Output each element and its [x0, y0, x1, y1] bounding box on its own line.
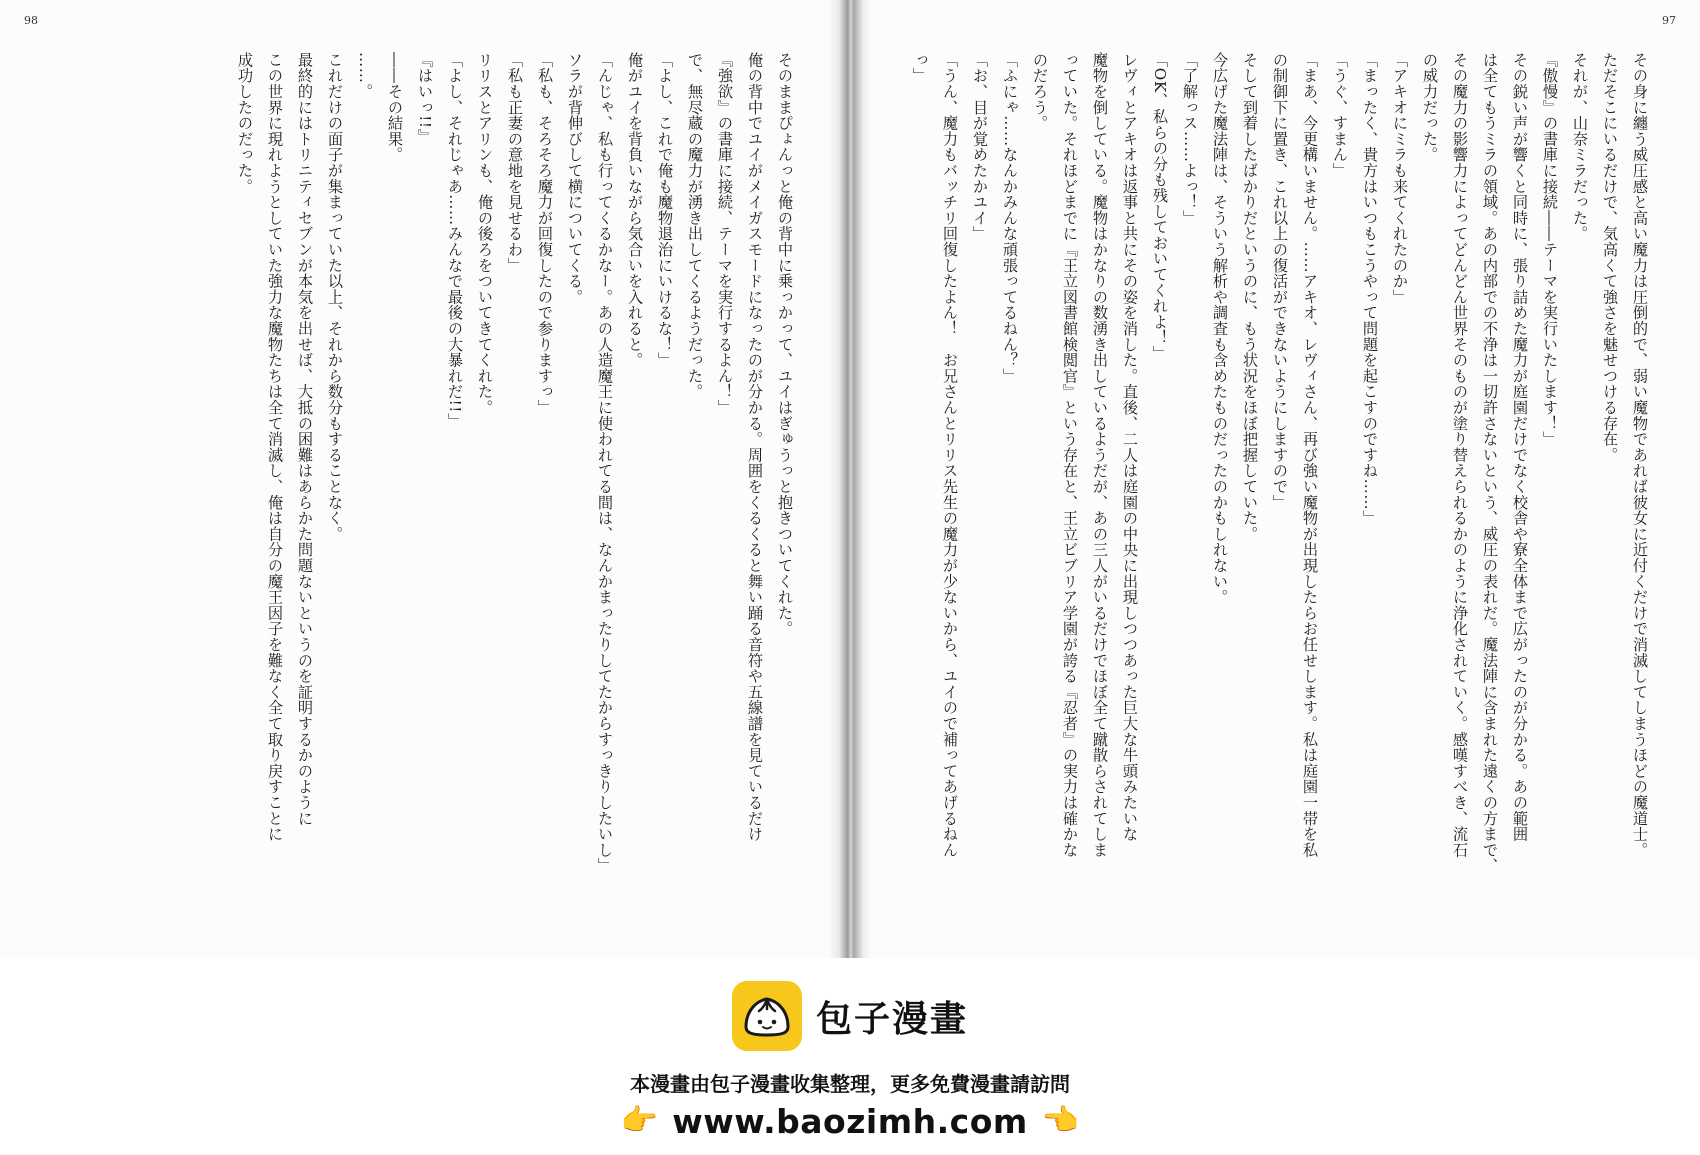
text-line: 『傲慢』の書庫に接続――テーマを実行いたします！」 — [1541, 52, 1559, 447]
text-line: 「うぐ、すまん」 — [1331, 52, 1349, 179]
page-number-right: 97 — [1662, 14, 1676, 27]
text-line: 「お、目が覚めたかユイ」 — [971, 52, 989, 242]
site-url-link[interactable]: www.baozimh.com — [672, 1101, 1028, 1141]
text-line: 今広げた魔法陣は、そういう解析や調査も含めたものだったのかもしれない。 — [1211, 52, 1229, 605]
text-line: その魔力の影響力によってどんどん世界そのものが塗り替えられるかのように浄化されていく。感嘆すべき、流石 — [1451, 52, 1469, 858]
page-number-left: 98 — [24, 14, 38, 27]
text-line: ただそこにいるだけで、気高くて強さを魅せつける存在。 — [1601, 52, 1619, 463]
text-line: そのままぴょんっと俺の背中に乗っかって、ユイはぎゅうっと抱きついてくれた。 — [776, 52, 794, 637]
text-line: 「んじゃ、私も行ってくるかなー。あの人造魔王に使われてる間は、なんかまったりしてたからすっきりしたいし」 — [596, 52, 614, 874]
text-line: その鋭い声が響くと同時に、張り詰めた魔力が庭園だけでなく校舎や寮全体まで広がったのが分かる。あの範囲 — [1511, 52, 1529, 842]
text-line: それが、山奈ミラだった。 — [1571, 52, 1589, 242]
text-line: 「ふにゃ……なんかみんな頑張ってるねん？」 — [1001, 52, 1019, 384]
text-line: この世界に現れようとしていた強力な魔物たちは全て消滅し、俺は自分の魔王因子を難なく全て取り戻すことに — [266, 52, 284, 842]
text-line: 「まったく、貴方はいつもこうやって問題を起こすのですね……」 — [1361, 52, 1379, 526]
text-line: レヴィとアキオは返事と共にその姿を消した。直後、二人は庭園の中央に出現しつつあった巨大な牛頭みたいな — [1121, 52, 1139, 842]
page-right-text — [911, 52, 1655, 912]
text-line: 俺がユイを背負いながら気合いを入れると。 — [626, 52, 644, 368]
text-line: ――その結果。 — [386, 52, 404, 163]
text-line: は全てもうミラの領域。あの内部での不浄は一切許さないという、威圧の表れだ。魔法陣に含まれた遠くの方まで、 — [1481, 52, 1499, 874]
text-line: 最終的にはトリニティセブンが本気を出せば、大抵の困難はあらかた問題ないというのを証明するかのように — [296, 52, 314, 827]
url-row[interactable] — [0, 1098, 1700, 1144]
text-line: 「私も正妻の意地を見せるわ」 — [506, 52, 524, 274]
text-line: これだけの面子が集まっていた以上、それから数分もすることなく。 — [326, 52, 344, 542]
text-line: リリスとアリンも、俺の後ろをついてきてくれた。 — [476, 52, 494, 416]
text-line: で、無尽蔵の魔力が湧き出してくるようだった。 — [686, 52, 704, 400]
text-line: のだろう。 — [1031, 52, 1049, 131]
pointing-left-icon: 👈 — [1041, 1103, 1080, 1138]
banner-caption: 本漫畫由包子漫畫收集整理，更多免費漫畫請訪問 — [630, 1072, 1070, 1096]
text-line: その身に纏う威圧感と高い魔力は圧倒的で、弱い魔物であれば彼女に近付くだけで消滅してしまうほどの魔道士。 — [1631, 52, 1649, 858]
text-line: 「OK、私らの分も残しておいてくれよ！」 — [1151, 52, 1169, 362]
logo-name: 包子漫畫 — [815, 998, 968, 1040]
text-line: っていた。それほどまでに『王立図書館検閲官』という存在と、王立ビブリア学園が誇る『忍者』の実力は確かな — [1061, 52, 1079, 858]
text-line: 「アキオにミラも来てくれたのか」 — [1391, 52, 1409, 305]
bun-icon — [732, 981, 802, 1051]
book-gutter — [828, 0, 872, 958]
pointing-right-icon: 👉 — [620, 1103, 659, 1138]
text-line: 「了解っス……よっ！」 — [1181, 52, 1199, 226]
text-line: そして到着したばかりだというのに、もう状況をほぼ把握していた。 — [1241, 52, 1259, 542]
site-banner — [0, 958, 1700, 1155]
text-line: 「まあ、今更構いません。……アキオ、レヴィさん、再び強い魔物が出現したらお任せします。私は庭園一帯を私 — [1301, 52, 1319, 858]
text-line: 「私も、そろそろ魔力が回復したので参りますっ」 — [536, 52, 554, 416]
text-line: の制御下に置き、これ以上の復活ができないようにしますので」 — [1271, 52, 1289, 511]
text-line: 「うん、魔力もバッチリ回復したよん！ お兄さんとリリス先生の魔力が少ないから、ユイので補ってあげるねん — [941, 52, 959, 858]
text-line: 俺の背中でユイがメイガスモードになったのが分かる。周囲をくるくると舞い踊る音符や五線譜を見ているだけ — [746, 52, 764, 842]
text-line: 魔物を倒している。魔物はかなりの数湧き出しているようだが、あの三人がいるだけでほぼ全て蹴散らされてしま — [1091, 52, 1109, 858]
logo-row[interactable] — [0, 980, 1700, 1052]
text-line: 「よし、これで俺も魔物退治にいけるな！」 — [656, 52, 674, 368]
text-line: 『はいっ!!』 — [416, 52, 434, 145]
text-line: っ」 — [911, 52, 929, 84]
text-line: ソラが背伸びして横についてくる。 — [566, 52, 584, 305]
text-line: 『強欲』の書庫に接続、テーマを実行するよん！」 — [716, 52, 734, 416]
page-left — [0, 0, 842, 958]
page-left-text — [190, 52, 800, 912]
text-line: 成功したのだった。 — [236, 52, 254, 195]
text-line: 「よし、それじゃあ……みんなで最後の大暴れだ!!」 — [446, 52, 464, 429]
text-line: ……。 — [356, 52, 374, 100]
text-line: の威力だった。 — [1421, 52, 1439, 163]
